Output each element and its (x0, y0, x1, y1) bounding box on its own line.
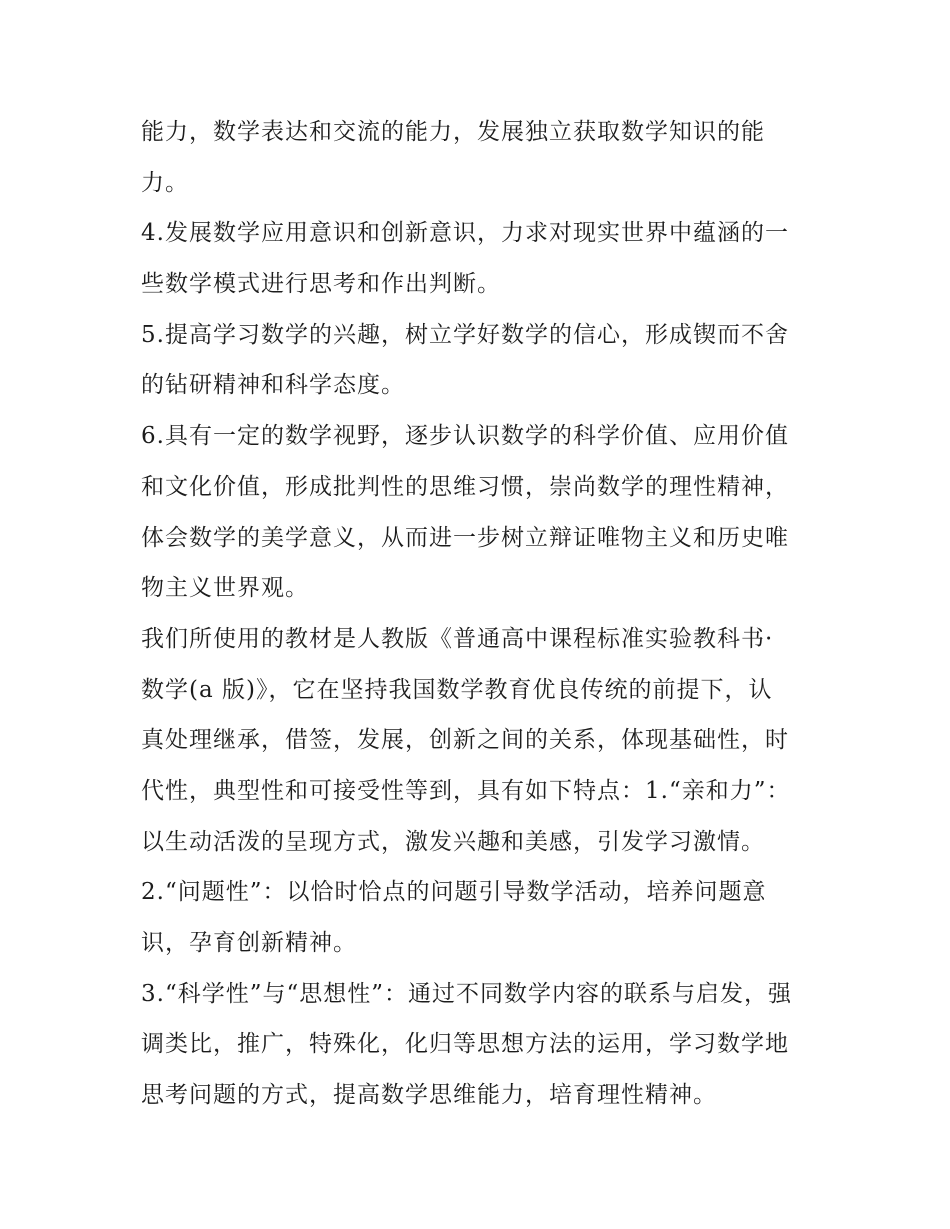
text-line: 我们所使用的教材是人教版《普通高中课程标准实验教科书· (141, 625, 774, 652)
text-line: 3.“科学性”与“思想性”：通过不同数学内容的联系与启发，强 (141, 980, 792, 1007)
text-line: 的钻研精神和科学态度。 (141, 372, 405, 399)
document-page (141, 107, 821, 1121)
text-line: 6.具有一定的数学视野，逐步认识数学的科学价值、应用价值 (141, 423, 789, 450)
text-line: 识，孕育创新精神。 (141, 930, 357, 956)
text-line: 调类比，推广，特殊化，化归等思想方法的运用，学习数学地 (141, 1031, 789, 1058)
text-line: 体会数学的美学意义，从而进一步树立辩证唯物主义和历史唯 (141, 524, 789, 551)
text-line: 以生动活泼的呈现方式，激发兴趣和美感，引发学习激情。 (141, 828, 765, 855)
text-line: 物主义世界观。 (141, 575, 309, 602)
text-line: 能力，数学表达和交流的能力，发展独立获取数学知识的能 (141, 119, 765, 145)
text-line: 思考问题的方式，提高数学思维能力，培育理性精神。 (141, 1082, 717, 1109)
text-line: 5.提高学习数学的兴趣，树立学好数学的信心，形成锲而不舍 (141, 321, 789, 348)
text-line: 力。 (141, 169, 189, 196)
text-line: 些数学模式进行思考和作出判断。 (141, 271, 501, 298)
text-line: 数学(a 版)》，它在坚持我国数学教育优良传统的前提下，认 (141, 676, 773, 703)
text-line: 和文化价值，形成批判性的思维习惯，崇尚数学的理性精神， (141, 473, 789, 500)
text-line: 2.“问题性”：以恰时恰点的问题引导数学活动，培养问题意 (141, 879, 767, 906)
text-line: 代性，典型性和可接受性等到，具有如下特点：1.“亲和力”： (141, 777, 791, 804)
text-line: 4.发展数学应用意识和创新意识，力求对现实世界中蕴涵的一 (141, 220, 789, 247)
text-line: 真处理继承，借签，发展，创新之间的关系，体现基础性，时 (141, 727, 789, 754)
